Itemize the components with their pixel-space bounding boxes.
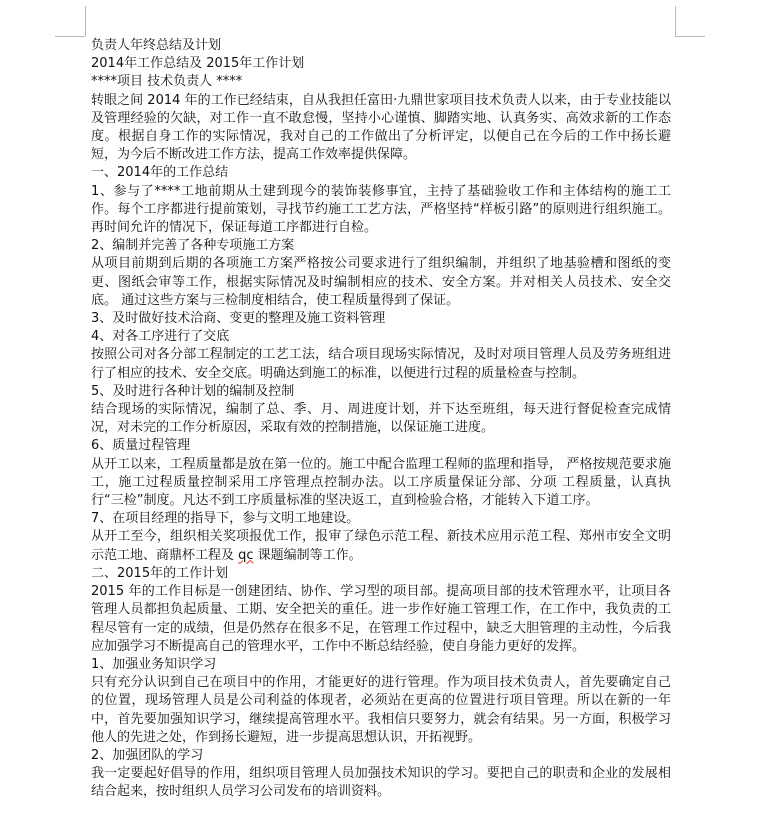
corner-mark-left-horizontal bbox=[55, 36, 85, 37]
corner-mark-right-vertical bbox=[675, 6, 676, 36]
summary-paragraph-6: 从开工以来，工程质量都是放在第一位的。施工中配合监理工程师的监理和指导， 严格按规范要求施工，施工过程质量控制采用工序管理点控制办法。以工序质量保证分部、分项 工程质量，认真执行“三检”制度。凡达不到工序质量标准的坚决返工，直到检验合格，才能转入下道工序。 bbox=[91, 456, 671, 509]
summary-heading-6: 6、质量过程管理 bbox=[91, 438, 191, 454]
summary-item-1: 1、参与了****工地前期从土建到现今的装饰装修事宜，主持了基础验收工作和主体结构的施工工作。每个工序都进行提前策划，寻找节约施工工艺方法，严格坚持“样板引路”的原则进行组织施工。再时间允许的情况下，保证每道工序都进行自检。 bbox=[91, 183, 671, 236]
summary-heading-3: 3、及时做好技术洽商、变更的整理及施工资料管理 bbox=[91, 311, 386, 327]
summary-paragraph-5: 结合现场的实际情况，编制了总、季、月、周进度计划，并下达至班组，每天进行督促检查完成情况，对未完的工作分析原因，采取有效的控制措施，以保证施工进度。 bbox=[91, 402, 671, 436]
paragraph-7-text-after: 课题编制等工作。 bbox=[253, 547, 362, 563]
plan-paragraph-1: 只有充分认识到自己在项目中的作用，才能更好的进行管理。作为项目技术负责人，首先要确定自己的位置，现场管理人员是公司利益的体现者，必须站在更高的位置进行项目管理。所以在新的一年中，首先要加强知识学习，继续提高管理水平。我相信只要努力，就会有结果。另一方面，积极学习他人的先进之处，作到扬长避短，进一步提高思想认识，开拓视野。 bbox=[91, 675, 671, 745]
document-body bbox=[91, 37, 671, 802]
summary-paragraph-2: 从项目前期到后期的各项施工方案严格按公司要求进行了组织编制，并组织了地基验槽和图纸的变更、图纸会审等工作，根据实际情况及时编制相应的技术、安全方案。并对相关人员技术、安全交底。 通过这些方案与三检制度相结合，使工程质量得到了保证。 bbox=[91, 256, 671, 308]
corner-mark-right-horizontal bbox=[675, 36, 705, 37]
role-line: ****项目 技术负责人 **** bbox=[91, 74, 243, 90]
plan-heading-1: 1、加强业务知识学习 bbox=[91, 656, 217, 672]
plan-heading-2: 2、加强团队的学习 bbox=[91, 747, 204, 763]
summary-heading-2: 2、编制并完善了各种专项施工方案 bbox=[91, 238, 295, 254]
plan-paragraph-2: 我一定要起好倡导的作用，组织项目管理人员加强技术知识的学习。要把自己的职责和企业的发展相结合起来，按时组织人员学习公司发布的培训资料。 bbox=[91, 766, 671, 800]
corner-mark-left-vertical bbox=[85, 6, 86, 36]
document-title: 负责人年终总结及计划 bbox=[91, 38, 222, 53]
section-heading-2014-summary: 一、2014年的工作总结 bbox=[91, 165, 229, 181]
summary-heading-4: 4、对各工序进行了交底 bbox=[91, 329, 230, 345]
spellcheck-flagged-word: qc bbox=[238, 547, 254, 563]
summary-heading-7: 7、在项目经理的指导下，参与文明工地建设。 bbox=[91, 511, 360, 527]
document-subtitle: 2014年工作总结及 2015年工作计划 bbox=[91, 56, 305, 72]
summary-paragraph-4: 按照公司对各分部工程制定的工艺工法，结合项目现场实际情况，及时对项目管理人员及劳务班组进行了相应的技术、安全交底。明确达到施工的标准，以便进行过程的质量检查与控制。 bbox=[91, 347, 671, 381]
section-heading-2015-plan: 二、2015年的工作计划 bbox=[91, 565, 229, 581]
intro-paragraph: 转眼之间 2014 年的工作已经结束，自从我担任富田·九鼎世家项目技术负责人以来，由于专业技能以及管理经验的欠缺，对工作一直不敢怠慢，坚持小心谨慎、脚踏实地、认真务实、高效求新的工作态度。根据自身工作的实际情况，我对自己的工作做出了分析评定，以便自己在今后的工作中扬长避短，为今后不断改进工作方法，提高工作效率提供保障。 bbox=[91, 92, 671, 163]
summary-heading-5: 5、及时进行各种计划的编制及控制 bbox=[91, 383, 295, 399]
plan-intro-paragraph: 2015 年的工作目标是一创建团结、协作、学习型的项目部。提高项目部的技术管理水平，让项目各管理人员都担负起质量、工期、安全把关的重任。进一步作好施工管理工作，在工作中，我负责的工程尽管有一定的成绩，但是仍然存在很多不足，在管理工作过程中，缺乏大胆管理的主动性，今后我应加强学习不断提高自己的管理水平，工作中不断总结经验，使自身能力更好的发挥。 bbox=[91, 584, 671, 654]
paragraph-7-text-before: 从开工至今，组织相关奖项报优工作，报审了绿色示范工程、新技术应用示范工程、郑州市安全文明示范工地、商鼎杯工程及 bbox=[91, 529, 671, 563]
summary-paragraph-7 bbox=[91, 528, 671, 564]
